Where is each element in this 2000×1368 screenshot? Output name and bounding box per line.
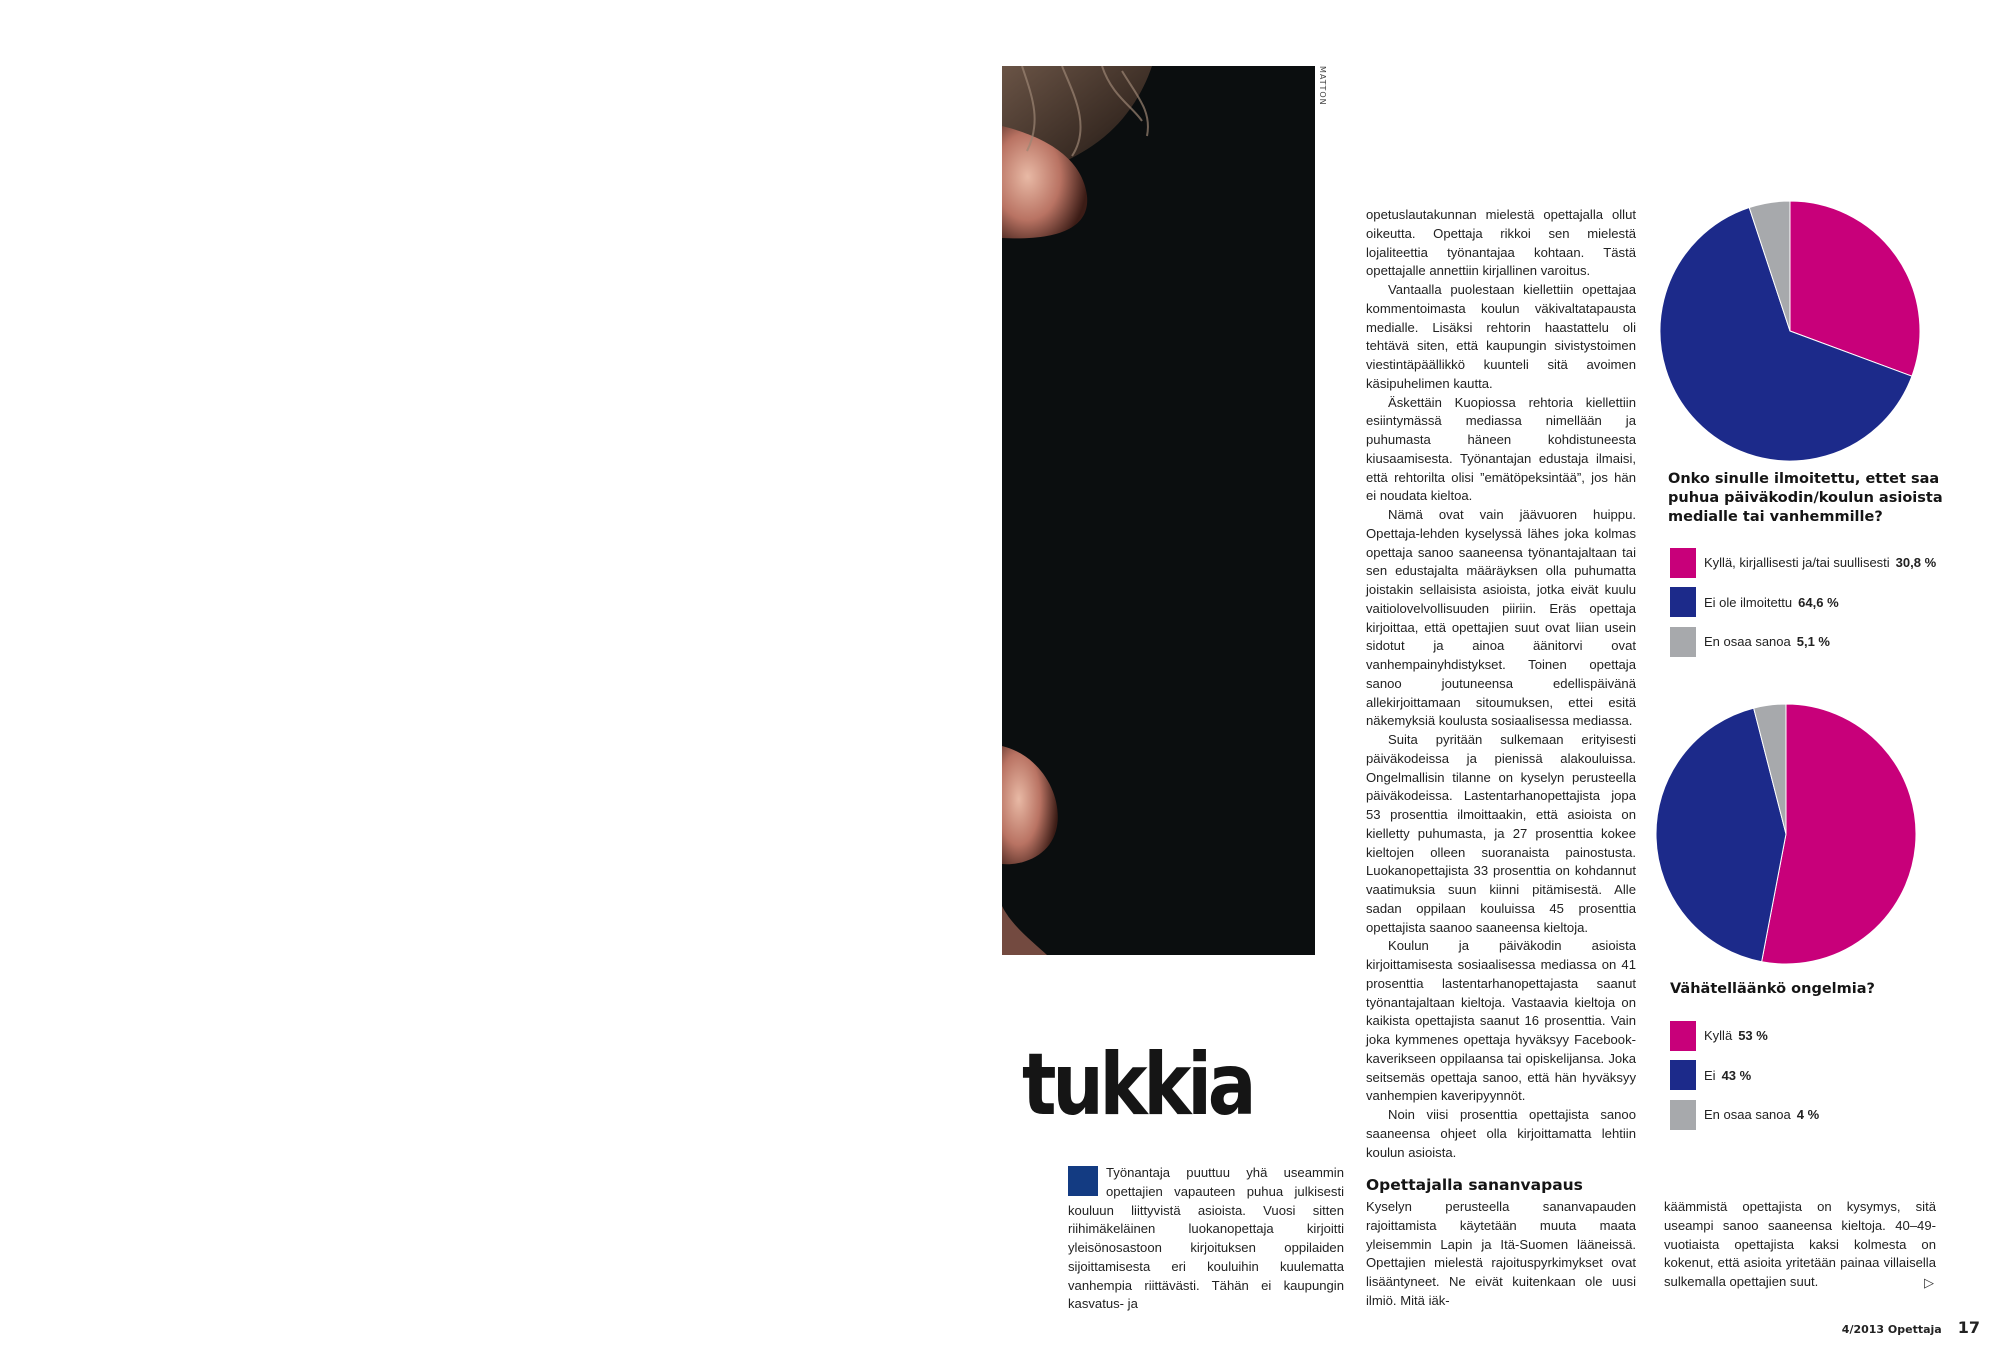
legend-label: En osaa sanoa: [1704, 634, 1791, 650]
chart-legend: [1670, 543, 1936, 662]
legend-item: [1670, 622, 1936, 662]
legend-swatch: [1670, 548, 1696, 578]
paragraph: Suita pyritään sulkemaan erityisesti päiväkodeissa ja pienissä alakouluissa. Ongelmallisin tilanne on kyselyn perusteella päiväkodeissa. Lastentarhanopettajista jopa 53 prosenttia ilmoittaakin, että asioista on kielletty puhumasta, ja 27 prosenttia kokee kieltojen olleen suoranaista painostusta. Luokanopettajista 33 prosenttia on kohdannut vaatimuksia suun kiinni pitämisestä. Alle sadan oppilaan kouluissa 45 prosenttia opettajista saanoo saaneensa kieltoja.: [1366, 732, 1636, 935]
legend-label: Ei: [1704, 1067, 1716, 1083]
legend-swatch: [1670, 1060, 1696, 1090]
photo-illustration: [1002, 66, 1315, 955]
chart-question: Vähätelläänkö ongelmia?: [1670, 981, 1875, 997]
subheading: Opettajalla sananvapaus: [1366, 1176, 1583, 1194]
legend-swatch: [1670, 1021, 1696, 1051]
paragraph: Äskettäin Kuopiossa rehtoria kiellettiin esiintymässä mediassa nimellään ja puhumasta häneen kohdistuneesta kiusaamisesta. Työnantajan edustaja ilmaisi, että rehtorilta olisi ”emätöpeksintää”, jos hän ei noudata kieltoa.: [1366, 394, 1636, 504]
legend-item: [1670, 1016, 1819, 1056]
paragraph: Nämä ovat vain jäävuoren huippu. Opettaja-lehden kyselyssä lähes joka kolmas opettaja sanoo saaneensa työnantajaltaan tai sen edustajalta määräyksen olla puhumatta joistakin sellaisista asioista, jotka eivät kuulu vaitiolovelvollisuuden piiriin. Eräs opettaja kirjoittaa, että opettajien suut ovat liian usein sidotut ja ainoa äänitorvi ovat vanhempainyhdistykset. Toinen opettaja sanoo joutuneensa edellispäivänä allekirjoittamaan sitoumuksen, ettei esitä näkemyksiä koulusta sosiaalisessa mediassa.: [1366, 507, 1636, 729]
pie-chart-notified: [1659, 200, 1921, 462]
ingress-column: [1068, 1164, 1344, 1314]
legend-item: [1670, 1056, 1819, 1096]
pie-chart-downplayed: [1655, 703, 1917, 965]
legend-value: 30,8 %: [1895, 555, 1937, 571]
chart-legend: [1670, 1016, 1819, 1135]
legend-item: [1670, 1095, 1819, 1135]
legend-value: 43 %: [1721, 1067, 1752, 1083]
legend-label: Kyllä: [1704, 1028, 1733, 1044]
legend-value: 64,6 %: [1798, 594, 1839, 610]
article-body: [1366, 206, 1636, 1162]
headline: tukkia: [1022, 1035, 1253, 1135]
legend-swatch: [1670, 1100, 1696, 1130]
legend-value: 4 %: [1796, 1107, 1820, 1123]
end-of-article-icon: ▷: [1924, 1275, 1934, 1290]
legend-label: En osaa sanoa: [1704, 1107, 1791, 1123]
page-footer: [1842, 1318, 1980, 1337]
legend-value: 53 %: [1738, 1028, 1768, 1044]
ingress-text: Työnantaja puuttuu yhä useammin opettajien vapauteen puhua julkisesti kouluun liittyvistä asioista. Vuosi sitten riihimäkeläinen luokanopettaja kirjoitti yleisönosastoon kirjoituksen oppilaiden sijoittamisesta eri kouluihin kuulematta vanhempia riittävästi. Tähän ei kaupungin kasvatus- ja: [1068, 1165, 1344, 1312]
photo-credit: MATTON: [1318, 66, 1327, 106]
legend-swatch: [1670, 587, 1696, 617]
cover-photo: [1002, 66, 1315, 955]
article-body-lower: [1366, 1198, 1636, 1311]
issue-label: 4/2013 Opettaja: [1841, 1323, 1942, 1336]
legend-swatch: [1670, 627, 1696, 657]
paragraph: Vantaalla puolestaan kiellettiin opettajaa kommentoimasta koulun väkivaltatapausta medialle. Lisäksi rehtorin haastattelu oli tehtävä siten, että kaupungin sivistystoimen viestintäpäällikkö kuunteli sitä avoimen käsipuhelimen kautta.: [1366, 282, 1636, 391]
legend-value: 5,1 %: [1796, 634, 1830, 650]
ingress-marker: [1068, 1166, 1098, 1196]
paragraph: Koulun ja päiväkodin asioista kirjoittamisesta sosiaalisessa mediassa on 41 prosenttia lastentarhanopettajasta saanut työnantajaltaan kieltoja. Vastaavia kieltoja on kaikista opettajista saanut 16 prosenttia. Vain joka kymmenes opettaja hyväksyy Facebook-kaverikseen oppilaansa tai opiskelijansa. Joka seitsemäs opettaja sanoo, että hän hyväksyy vanhempien kaveripyynnöt.: [1366, 938, 1636, 1104]
paragraph: Noin viisi prosenttia opettajista sanoo saaneensa ohjeet olla kirjoittamatta lehtiin koulun asioista.: [1366, 1107, 1636, 1160]
paragraph: opetuslautakunnan mielestä opettajalla ollut oikeutta. Opettaja rikkoi sen mielestä lojaliteettia työnantajaa kohtaan. Tästä opettajalle annettiin kirjallinen varoitus.: [1366, 207, 1636, 279]
legend-label: Ei ole ilmoitettu: [1704, 594, 1793, 610]
paragraph: käämmistä opettajista on kysymys, sitä useampi sanoo saaneensa kieltoja. 40–49-vuotiaista opettajista kaksi kolmesta on kokenut, että asioita yritetään painaa villaisella sulkemalla opettajien suut.: [1664, 1199, 1936, 1289]
paragraph: Kyselyn perusteella sananvapauden rajoittamista käytetään muuta maata yleisemmin Lapin ja Itä-Suomen lääneissä. Opettajien mielestä rajoituspyrkimykset ovat lisääntyneet. Ne eivät kuitenkaan ole uusi ilmiö. Mitä iäk-: [1366, 1199, 1636, 1308]
page-number: 17: [1957, 1318, 1980, 1337]
article-body-continued: [1664, 1198, 1936, 1292]
legend-item: [1670, 543, 1936, 583]
legend-item: [1670, 583, 1936, 623]
legend-label: Kyllä, kirjallisesti ja/tai suullisesti: [1704, 555, 1890, 571]
chart-question: Onko sinulle ilmoitettu, ettet saa puhua päiväkodin/koulun asioista medialle tai vanhemmille?: [1668, 471, 1943, 525]
